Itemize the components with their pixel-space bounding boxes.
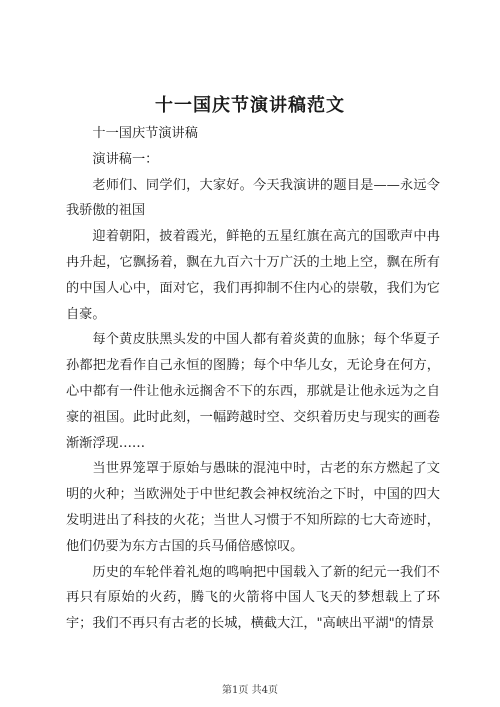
paragraph: 每个黄皮肤黑头发的中国人都有着炎黄的血脉；每个华夏子孙都把龙看作自己永恒的图腾；每个中华儿女，无论身在何方，心中都有一件让他永远搁舍不下的东西，那就是让他永远为之自豪的祖国。此时此刻，一幅跨越时空、交织着历史与现实的画卷渐渐浮现…… [66,332,440,451]
paragraph: 当世界笼罩于原始与愚昧的混沌中时，古老的东方燃起了文明的火种；当欧洲处于中世纪教会神权统治之下时，中国的四大发明进出了科技的火花；当世人习惯于不知所踪的七大奇迹时，他们仍要为东方古国的兵马俑倍感惊叹。 [66,461,440,554]
document-body [66,121,440,637]
document-title: 十一国庆节演讲稿范文 [155,95,345,116]
paragraph: 历史的车轮伴着礼炮的鸣响把中国载入了新的纪元一我们不再只有原始的火药，腾飞的火箭将中国人飞天的梦想载上了环宇；我们不再只有古老的长城，横截大江，"高峡出平湖"的情景 [66,564,440,632]
paragraph: 迎着朝阳，披着霞光，鲜艳的五星红旗在高亢的国歌声中冉冉升起，它飘扬着，飘在九百六十万广沃的土地上空，飘在所有的中国人心中，面对它，我们再抑制不住内心的崇敬，我们为它自豪。 [66,229,440,322]
paragraph: 演讲稿一： [92,151,159,167]
page-number-footer: 第1页 共4页 [222,685,278,696]
paragraph: 老师们、同学们，大家好。今天我演讲的题目是——永远令我骄傲的祖国 [66,177,440,219]
paragraph: 十一国庆节演讲稿 [92,126,198,141]
